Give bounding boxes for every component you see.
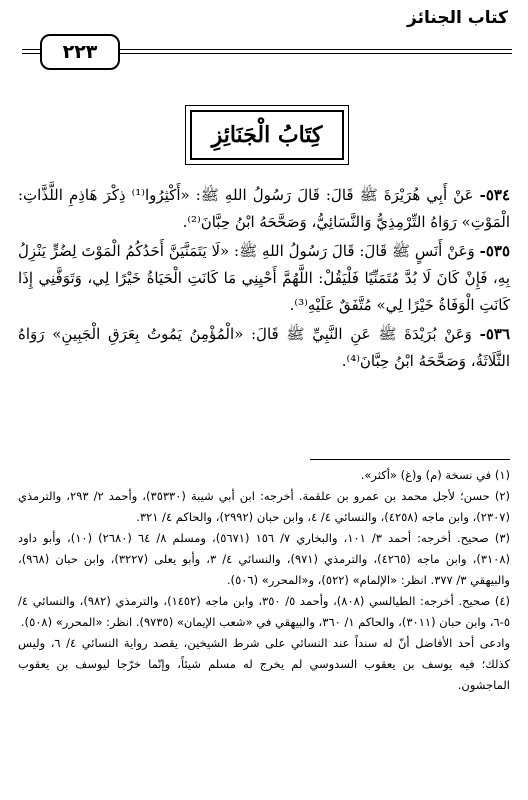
hadith-text: عَنْ أَبِي هُرَيْرَةَ ﷺ قَالَ: قَالَ رَسُولُ اللهِ ﷺ: «أَكْثِرُوا⁽¹⁾ ذِكْرَ هَاذِمِ اللَّذَّاتِ: الْمَوْتِ» رَوَاهُ التِّرْمِذِيُّ وَالنَّسَائِيُّ، وَصَحَّحَهُ ابْنُ حِبَّانَ⁽²⁾. [18, 186, 510, 231]
hadith-535 [18, 238, 510, 319]
hadith-534 [18, 182, 510, 236]
hadith-text: وَعَنْ أَنَسٍ ﷺ قَالَ: قَالَ رَسُولُ اللهِ ﷺ: «لَا يَتَمَنَّيَنَّ أَحَدُكُمُ الْمَوْتَ لِضُرٍّ يَنْزِلُ بِهِ، فَإِنْ كَانَ لَا بُدَّ مُتَمَنِّيًا فَلْيَقُلْ: اللَّهُمَّ أَحْيِنِي مَا كَانَتِ الْحَيَاةُ خَيْرًا لِي، وَتَوَفَّنِي إِذَا كَانَتِ الْوَفَاةُ خَيْرًا لِي» مُتَّفَقٌ عَلَيْهِ⁽³⁾. [18, 242, 510, 314]
footnote-4-note: وادعى أحد الأفاضل أنّ له سنداً عند النسائي على شرط الشيخين، يقصد رواية النسائي ٤/ ٦، وليس كذلك؛ فيه يوسف بن يعقوب السدوسي لم يخرج له مسلم شيئاً، وإنّما خرّجا ليوسف بن يعقوب الماجشون. [18, 636, 511, 692]
hadith-text: وَعَنْ بُرَيْدَةَ ﷺ عَنِ النَّبِيِّ ﷺ قَالَ: «الْمُؤْمِنُ يَمُوتُ بِعَرَقِ الْجَبِينِ» رَوَاهُ الثَّلَاثَةُ، وَصَحَّحَهُ ابْنُ حِبَّانَ⁽⁴⁾. [18, 325, 510, 370]
chapter-title: كِتَابُ الْجَنَائِزِ [211, 122, 323, 148]
hadith-number: ٥٣٥- [479, 242, 510, 260]
footnote-separator [310, 459, 510, 460]
hadith-number: ٥٣٦- [479, 325, 510, 343]
chapter-title-frame [190, 110, 344, 160]
footnotes [18, 465, 510, 696]
footnote-3: (٣) صحيح. أخرجه: أحمد ٣/ ١٠١، والبخاري ٧/ ١٥٦ (٥٦٧١)، ومسلم ٨/ ٦٤ (٢٦٨٠) (١٠)، وأبو داود (٣١٠٨)، وابن ماجه (٤٢٦٥)، والترمذي (٩٧١)، والنسائي ٤/ ٣، وأبو يعلى (٣٢٢٧)، وابن حبان (٩٦٨)، والبيهقي ٣/ ٣٧٧. انظر: «الإلمام» (٥٢٢)، و«المحرر» (٥٠٦). [18, 531, 511, 587]
hadith-number: ٥٣٤- [479, 186, 510, 204]
footnote-2: (٢) حسن؛ لأجل محمد بن عمرو بن علقمة. أخرجه: ابن أبي شيبة (٣٥٣٣٠)، وأحمد ٢/ ٢٩٣، والترمذي (٢٣٠٧)، وابن ماجه (٤٢٥٨)، والنسائي ٤/ ٤، وابن حبان (٢٩٩٢)، والحاكم ٤/ ٣٢١. [18, 489, 510, 524]
main-text [18, 182, 510, 377]
page-number-bar [22, 34, 512, 68]
running-title: كتاب الجنائز [407, 8, 508, 28]
footnote-4: (٤) صحيح. أخرجه: الطيالسي (٨٠٨)، وأحمد ٥/ ٣٥٠، وابن ماجه (١٤٥٢)، والترمذي (٩٨٢)، والنسائي ٤/ ٥-٦، وابن حبان (٣٠١١)، والحاكم ١/ ٣٦٠، والبيهقي في «شعب الإيمان» (٩٧٣٥). انظر: «المحرر» (٥٠٨). [18, 594, 511, 629]
page-number: ٢٢٣ [40, 34, 120, 70]
footnote-1: (١) في نسخة (م) و(غ) «أكثر». [360, 468, 510, 482]
hadith-536 [18, 321, 510, 375]
